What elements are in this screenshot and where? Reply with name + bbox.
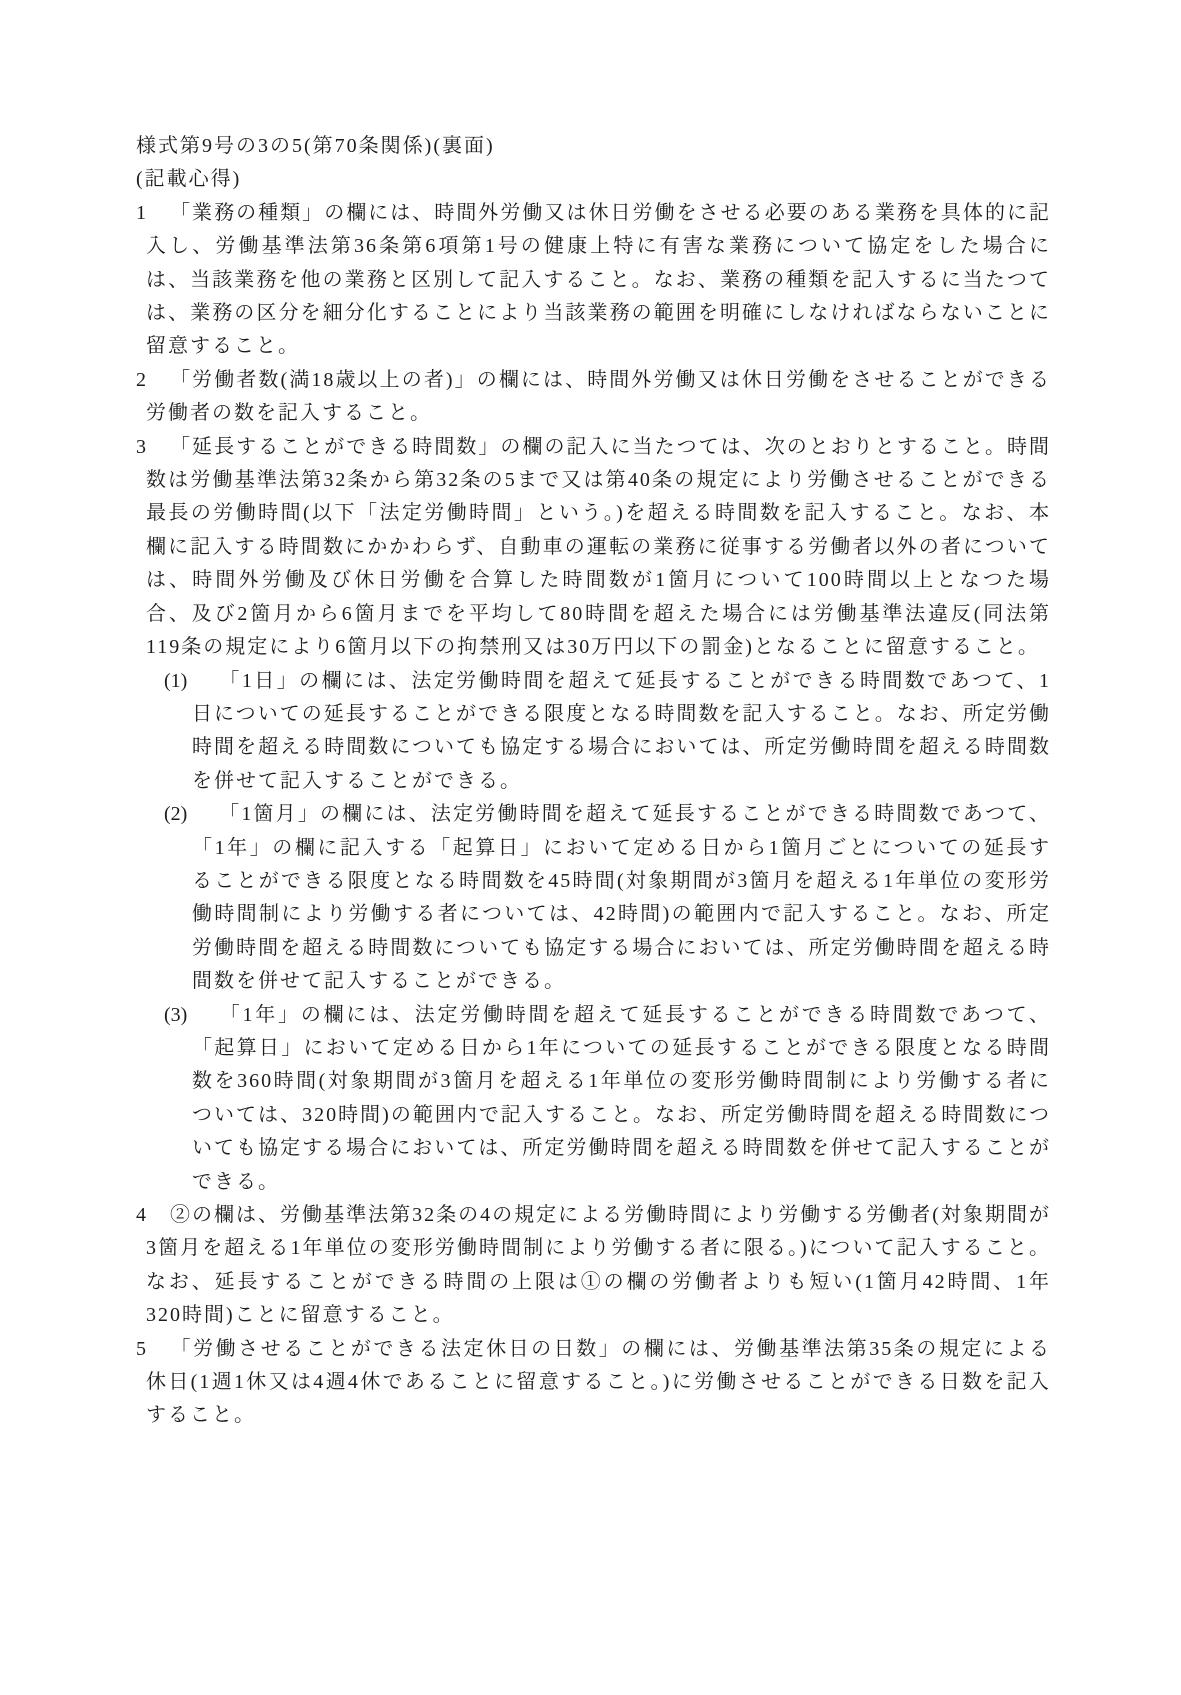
- item-3-text: 「延長することができる時間数」の欄の記入に当たつては、次のとおりとすること。時間数は労働基準法第32条から第32条の5まで又は第40条の規定により労働させることができる最長の労働時間(以下「法定労働時間」という。)を超える時間数を記入すること。なお、本欄に記入する時間数にかかわらず、自動車の運転の業務に従事する労働者以外の者については、時間外労働及び休日労働を合算した時間数が1箇月について100時間以上となつた場合、及び2箇月から6箇月までを平均して80時間を超えた場合には労働基準法違反(同法第119条の規定により6箇月以下の拘禁刑又は30万円以下の罰金)となることに留意すること。: [146, 435, 1051, 659]
- item-3-sub-1-number: (1): [164, 669, 188, 692]
- item-5: [136, 1333, 1051, 1433]
- form-title: 様式第9号の3の5(第70条関係)(裏面): [136, 135, 495, 157]
- item-4-text: ②の欄は、労働基準法第32条の4の規定による労働時間により労働する労働者(対象期間が3箇月を超える1年単位の変形労働時間制により労働する者に限る。)について記入すること。なお、延長することができる時間の上限は①の欄の労働者よりも短い(1箇月42時間、1年320時間)ことに留意すること。: [146, 1204, 1051, 1327]
- item-1-text: 「業務の種類」の欄には、時間外労働又は休日労働をさせる必要のある業務を具体的に記入し、労働基準法第36条第6項第1号の健康上特に有害な業務について協定をした場合には、当該業務を他の業務と区別して記入すること。なお、業務の種類を記入するに当たつては、業務の区分を細分化することにより当該業務の範囲を明確にしなければならないことに留意すること。: [146, 201, 1051, 358]
- item-1: [136, 197, 1051, 364]
- item-3-sub-2-text: 「1箇月」の欄には、法定労働時間を超えて延長することができる時間数であつて、「1年」の欄に記入する「起算日」において定める日から1箇月ごとについての延長することができる限度となる時間数を45時間(対象期間が3箇月を超える1年単位の変形労働時間制により労働する者については、42時間)の範囲内で記入すること。なお、所定労働時間を超える時間数についても協定する場合においては、所定労働時間を超える時間数を併せて記入することができる。: [192, 803, 1051, 993]
- item-3: [136, 431, 1051, 665]
- item-3-sub-1-text: 「1日」の欄には、法定労働時間を超えて延長することができる時間数であつて、1日についての延長することができる限度となる時間数を記入すること。なお、所定労働時間を超える時間数についても協定する場合においては、所定労働時間を超える時間数を併せて記入することができる。: [192, 669, 1051, 792]
- item-3-sub-3: [164, 999, 1051, 1199]
- item-4: [136, 1199, 1051, 1333]
- item-3-number: 3: [136, 435, 146, 458]
- item-3-sub-3-text: 「1年」の欄には、法定労働時間を超えて延長することができる時間数であつて、「起算日」において定める日から1年についての延長することができる限度となる時間数を360時間(対象期間が3箇月を超える1年単位の変形労働時間制により労働する者については、320時間)の範囲内で記入すること。なお、所定労働時間を超える時間数についても協定する場合においては、所定労働時間を超える時間数を併せて記入することができる。: [192, 1003, 1051, 1193]
- item-3-sub-2: [164, 798, 1051, 998]
- doc-subtitle: (記載心得): [136, 168, 242, 191]
- item-3-sub-3-number: (3): [164, 1003, 188, 1026]
- item-4-number: 4: [136, 1204, 146, 1226]
- item-3-sub-1: [164, 665, 1051, 799]
- item-5-text: 「労働させることができる法定休日の日数」の欄には、労働基準法第35条の規定による休日(1週1休又は4週4休であることに留意すること。)に労働させることができる日数を記入すること。: [146, 1337, 1051, 1427]
- item-5-number: 5: [136, 1337, 146, 1360]
- item-3-sub-2-number: (2): [164, 803, 188, 826]
- item-1-number: 1: [136, 201, 146, 224]
- item-2-text: 「労働者数(満18歳以上の者)」の欄には、時間外労働又は休日労働をさせることができる労働者の数を記入すること。: [146, 368, 1051, 425]
- item-2: [136, 364, 1051, 431]
- item-2-number: 2: [136, 368, 146, 391]
